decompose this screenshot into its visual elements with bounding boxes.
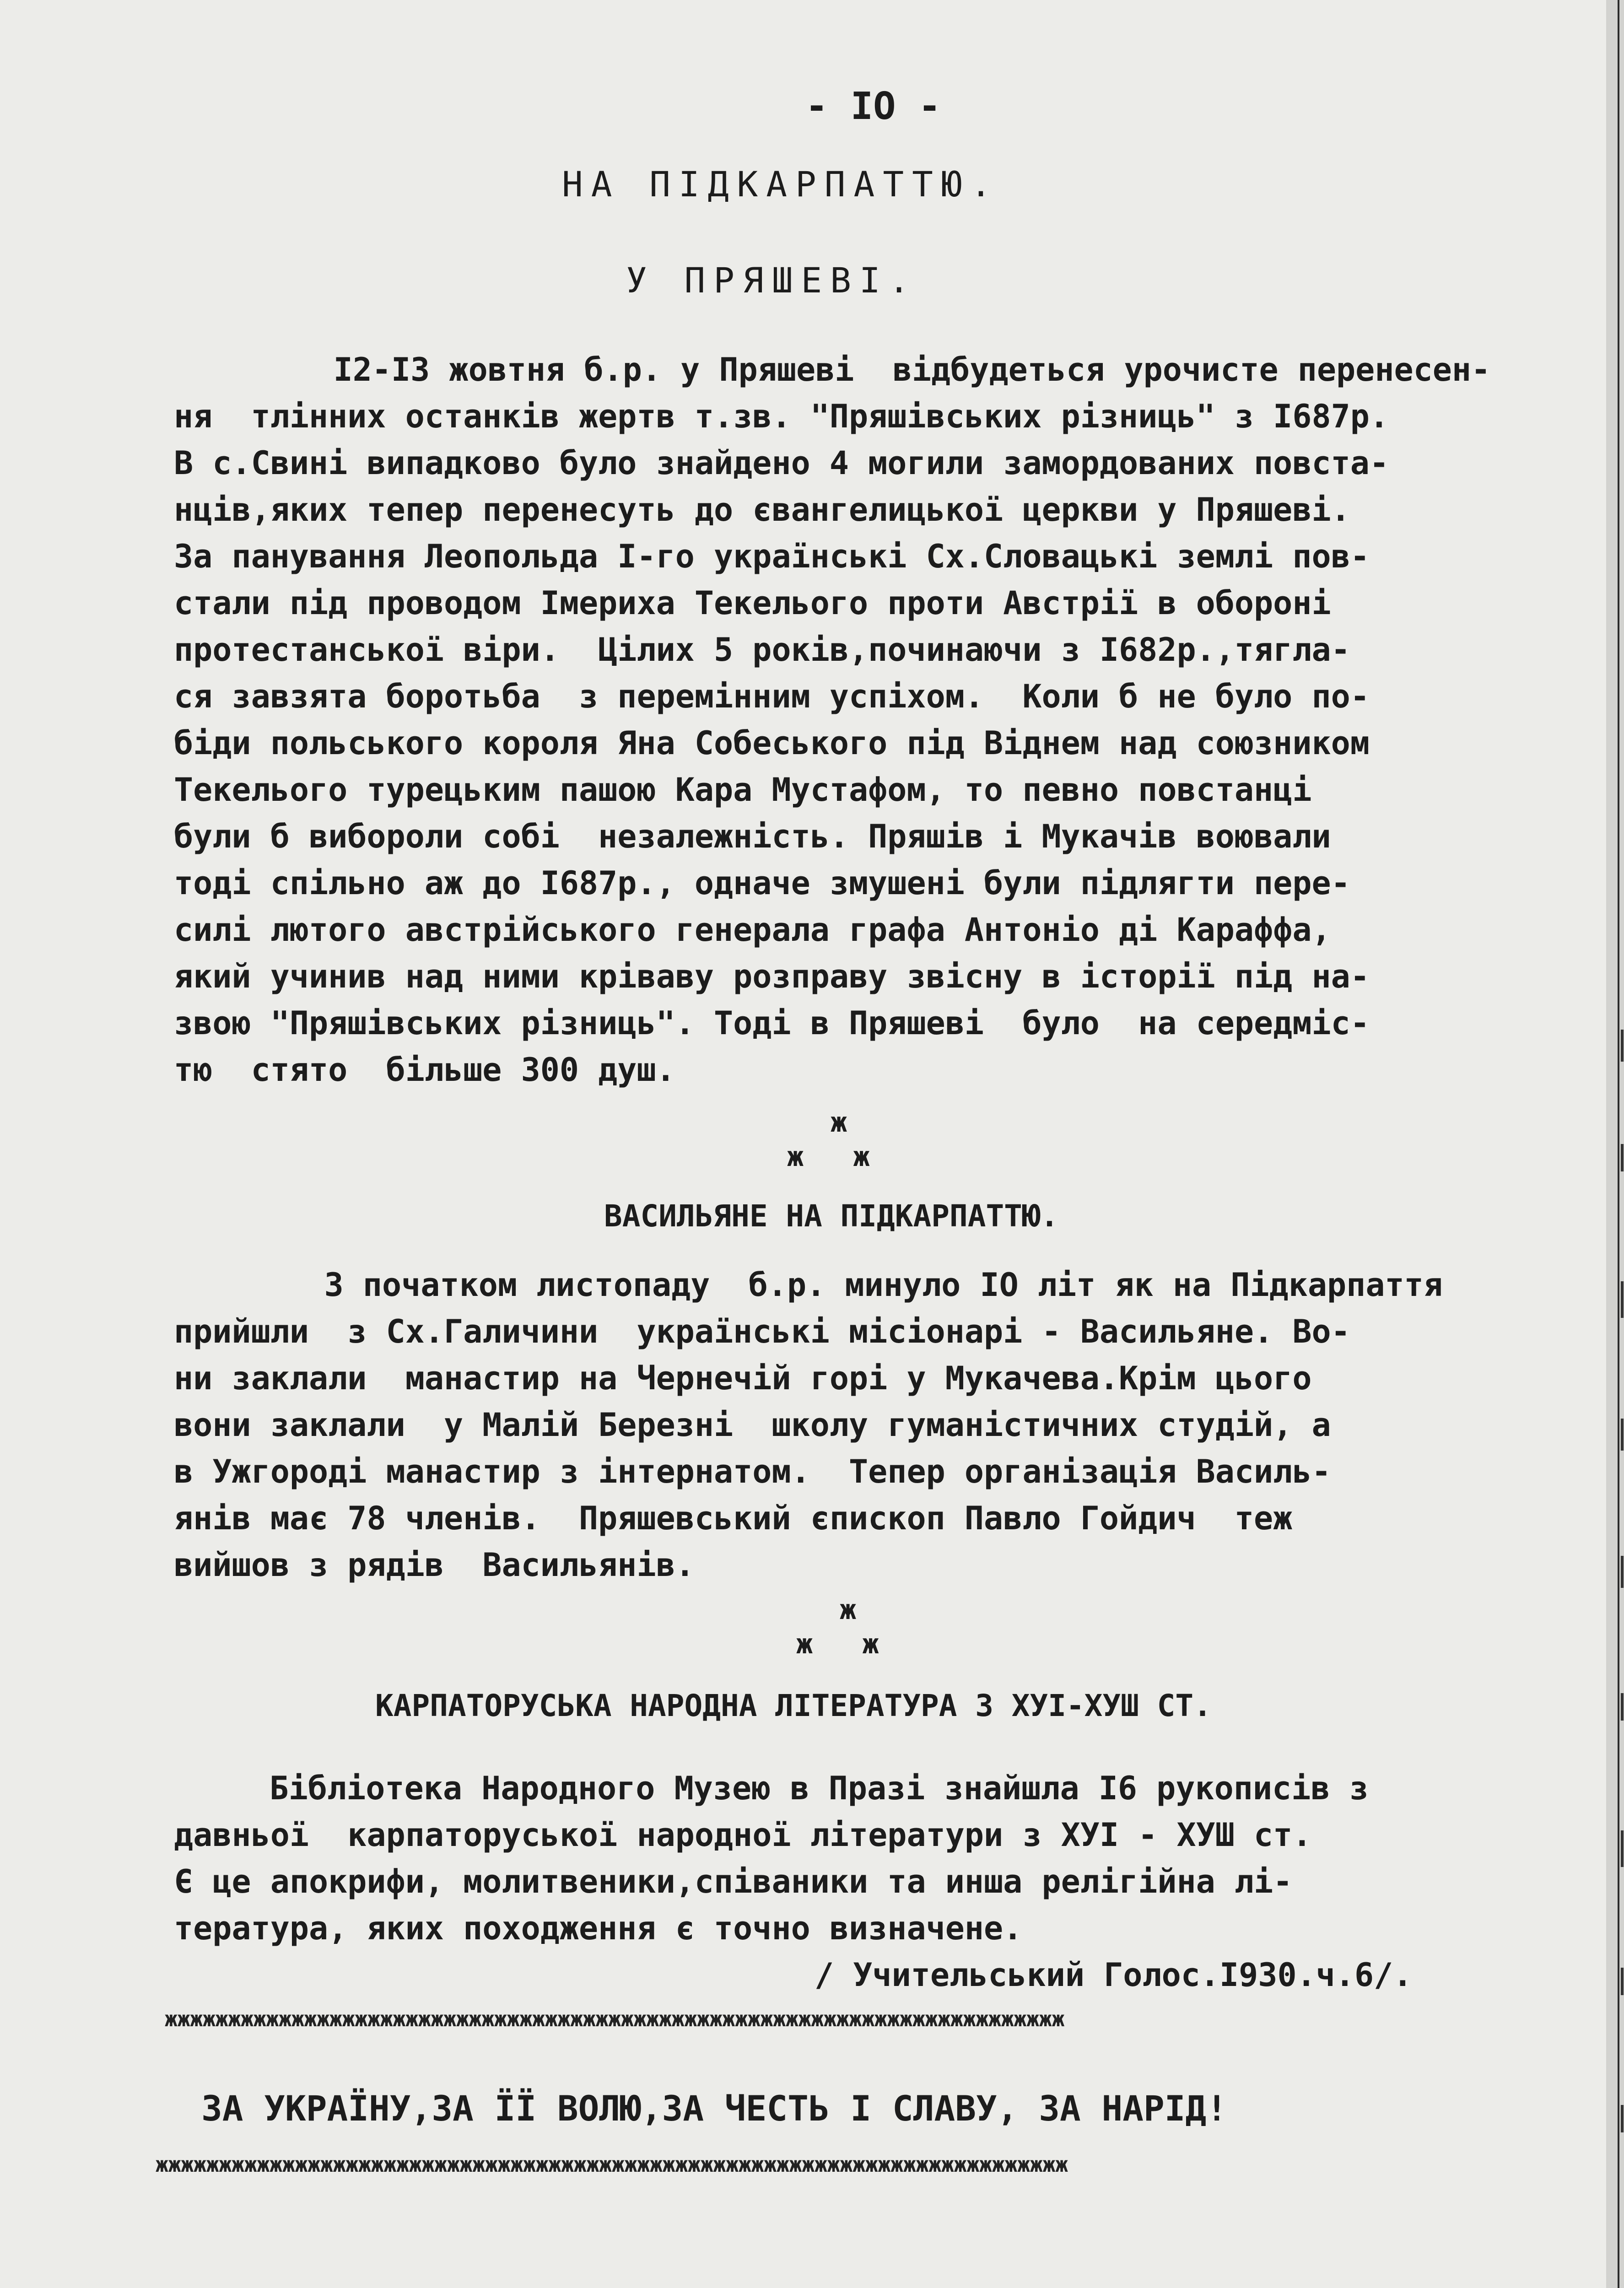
text-line: прийшли з Сх.Галичини українські місіонарі - Васильяне. Во- — [174, 1313, 1350, 1350]
text-line: давньої карпаторуської народної літератури з ХУІ - ХУШ ст. — [174, 1816, 1312, 1854]
margin-mark — [1621, 1144, 1624, 1171]
text-line: силі лютого австрійського генерала графа Антоніо ді Караффа, — [174, 911, 1331, 949]
section-heading: НА ПІДКАРПАТТЮ. — [562, 164, 1000, 205]
text-line: ня тлінних останків жертв т.зв. "Пряшівських різниць" з I687р. — [174, 398, 1389, 435]
separator-stars: ж — [840, 1594, 857, 1626]
separator-stars: ж ж — [796, 1628, 879, 1660]
text-line: вони заклали у Малій Березні школу гуманістичних студій, а — [174, 1406, 1331, 1444]
margin-mark — [1621, 2105, 1624, 2132]
text-line: Бібліотека Народного Музею в Празі знайшла I6 рукописів з — [192, 1770, 1369, 1807]
text-line: ни заклали манастир на Чернечій горі у Мукачева.Крім цього — [174, 1360, 1312, 1397]
text-line: янів має 78 членів. Пряшевський єпископ Павло Гойдич теж — [174, 1500, 1293, 1537]
text-line: Є це апокрифи, молитвеники,співаники та инша релігійна лі- — [174, 1863, 1293, 1900]
article-heading-pryashiv: У ПРЯШЕВІ. — [626, 260, 918, 301]
text-line: тература, яких походження є точно визначене. — [174, 1910, 1023, 1947]
text-line: ся завзята боротьба з перемінним успіхом. Коли б не було по- — [174, 678, 1370, 715]
text-line: в Ужгороді манастир з інтернатом. Тепер організація Василь- — [174, 1453, 1331, 1490]
margin-mark — [1621, 1419, 1624, 1451]
margin-mark — [1621, 1693, 1624, 1721]
article-heading-literature: КАРПАТОРУСЬКА НАРОДНА ЛІТЕРАТУРА З ХУІ-ХУШ СТ. — [375, 1688, 1212, 1723]
text-line: За панування Леопольда I-го українські Сх.Словацькі землі пов- — [174, 538, 1370, 575]
decorative-rule-bottom: жжжжжжжжжжжжжжжжжжжжжжжжжжжжжжжжжжжжжжжжжжжжжжжжжжжжжжжжжжжжжжжжжжжжжжжж — [156, 2152, 1068, 2177]
text-line: нців,яких тепер перенесуть до євангелицької церкви у Пряшеві. — [174, 491, 1350, 529]
margin-mark — [1621, 1968, 1624, 1995]
text-line: протестанської віри. Цілих 5 років,починаючи з I682р.,тягла- — [174, 631, 1350, 669]
text-line: біди польського короля Яна Собеського під Віднем над союзником — [174, 724, 1370, 762]
text-line: звою "Пряшівських різниць". Тоді в Пряшеві було на середміс- — [174, 1004, 1370, 1042]
closing-slogan: ЗА УКРАЇНУ,ЗА ЇЇ ВОЛЮ,ЗА ЧЕСТЬ І СЛАВУ, ЗА НАРІД! — [201, 2088, 1228, 2129]
text-line: I2-I3 жовтня б.р. у Пряшеві відбудеться урочисте перенесен- — [256, 351, 1491, 389]
source-citation: / Учительський Голос.I930.ч.6/. — [815, 1956, 1413, 1994]
text-line: який учинив над ними кріваву розправу звісну в історії під на- — [174, 958, 1370, 995]
margin-mark — [1621, 1030, 1624, 1062]
separator-stars: ж ж — [787, 1141, 870, 1173]
decorative-rule: жжжжжжжжжжжжжжжжжжжжжжжжжжжжжжжжжжжжжжжжжжжжжжжжжжжжжжжжжжжжжжжжжжжжжжж — [165, 2007, 1065, 2031]
page-number: - IO - — [805, 85, 941, 128]
text-line: стали під проводом Імериха Текелього проти Австрії в обороні — [174, 584, 1331, 622]
text-line: тоді спільно аж до I687р., одначе змушені були підлягти пере- — [174, 864, 1350, 902]
text-line: вийшов з рядів Васильянів. — [174, 1546, 695, 1584]
text-line: були б вибороли собі незалежність. Пряшів і Мукачів воювали — [174, 818, 1331, 855]
margin-mark — [1621, 1281, 1624, 1318]
page-edge-line — [1618, 0, 1619, 2288]
margin-mark — [1621, 1556, 1624, 1588]
text-line: Текелього турецьким пашою Кара Мустафом, то певно повстанці — [174, 771, 1312, 809]
text-line: З початком листопаду б.р. минуло IO літ як на Підкарпаття — [247, 1266, 1443, 1304]
separator-stars: ж — [831, 1106, 847, 1139]
article-heading-basilians: ВАСИЛЬЯНЕ НА ПІДКАРПАТТЮ. — [604, 1198, 1059, 1234]
text-line: тю стято більше 300 душ. — [174, 1051, 675, 1089]
margin-mark — [1621, 1830, 1624, 1867]
text-line: В с.Свині випадково було знайдено 4 могили замордованих повста- — [174, 444, 1389, 482]
